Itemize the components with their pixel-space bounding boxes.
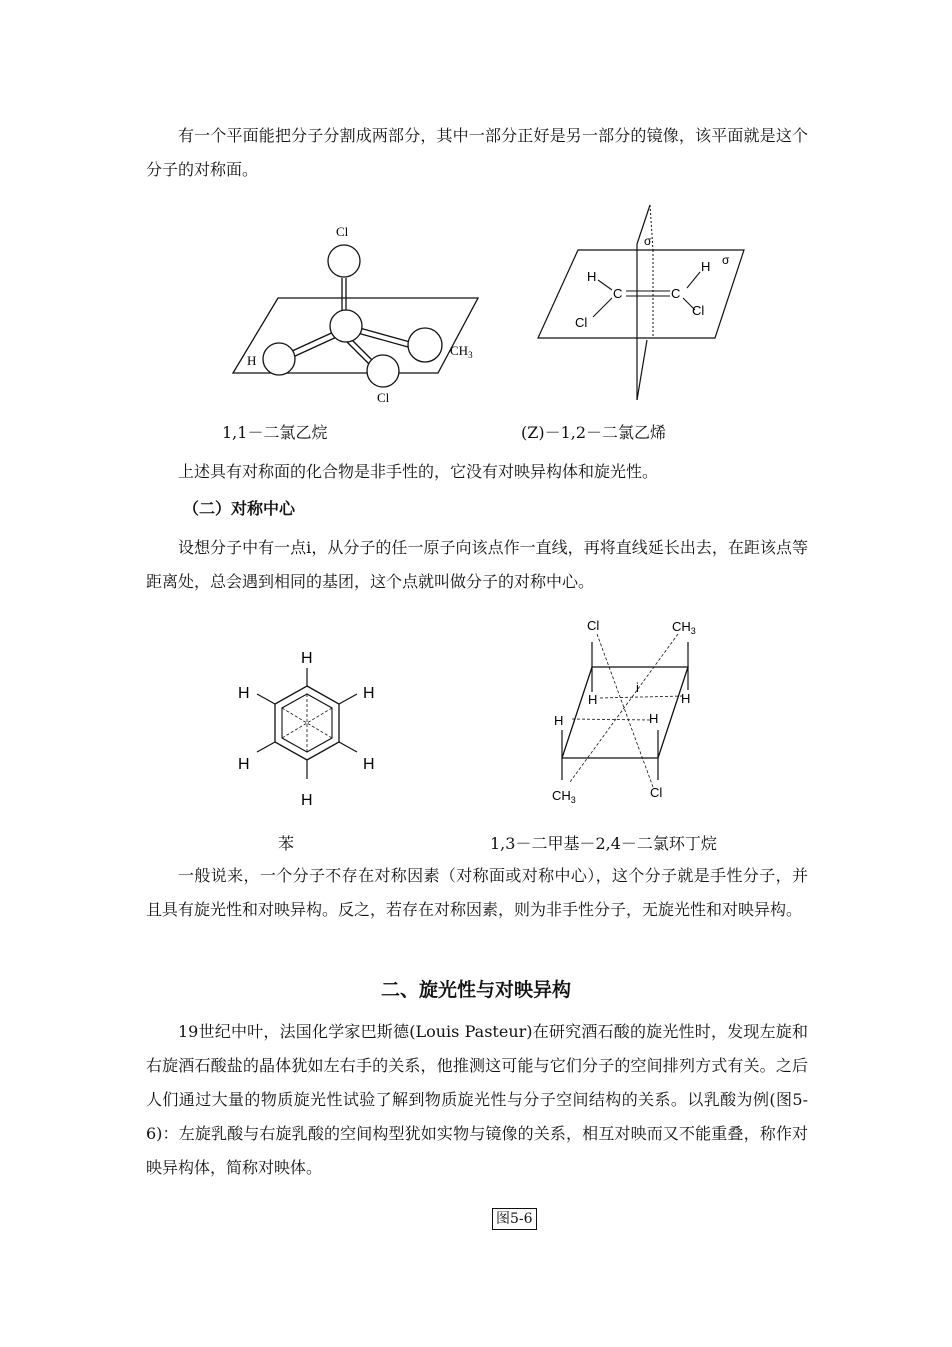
label-h-4: H xyxy=(649,711,659,726)
figure-dichloroethane xyxy=(220,210,490,410)
caption-dichloroethylene: (Z)－1,2－二氯乙烯 xyxy=(521,423,667,442)
label-h-bottom: H xyxy=(301,792,313,809)
label-sigma-vertical: σ xyxy=(644,234,652,248)
label-cl-top: Cl xyxy=(336,224,349,239)
label-ch3-top: $CH_3$ xyxy=(672,619,696,636)
figure-cyclobutane xyxy=(540,612,720,807)
caption-dichloroethane: 1,1－二氯乙烷 xyxy=(222,423,328,442)
label-h-top: H xyxy=(301,650,313,667)
label-cl-left: Cl xyxy=(575,315,588,330)
label-c-left: C xyxy=(613,286,623,301)
label-h-2: H xyxy=(681,691,691,706)
paragraph-chirality: 一般说来，一个分子不存在对称因素（对称面或对称中心），这个分子就是手性分子，并且具有旋光性和对映异构。反之，若存在对称因素，则为非手性分子，无旋光性和对映异构。 xyxy=(146,866,808,919)
label-cl-bottom: Cl xyxy=(377,390,390,405)
figure-reference: 图5-6 xyxy=(492,1208,537,1230)
label-h: H xyxy=(247,353,257,368)
label-h-3: H xyxy=(554,713,564,728)
label-c-right: C xyxy=(671,286,681,301)
figure-dichloroethylene xyxy=(530,200,760,405)
label-ch3: $CH_3$ xyxy=(450,343,473,360)
label-h-upper-left: H xyxy=(238,685,250,702)
label-sigma-horizontal: σ xyxy=(722,253,730,267)
figure-benzene xyxy=(230,638,390,813)
label-h-right: H xyxy=(701,259,711,274)
label-ch3-bottom: $CH_3$ xyxy=(552,788,576,805)
label-h-upper-right: H xyxy=(363,685,375,702)
label-h-lower-right: H xyxy=(363,756,375,773)
heading-symmetry-center: （二）对称中心 xyxy=(183,499,296,518)
paragraph-achiral: 上述具有对称面的化合物是非手性的，它没有对映异构体和旋光性。 xyxy=(178,462,659,481)
label-cl-right: Cl xyxy=(692,303,705,318)
paragraph-pasteur: 19世纪中叶，法国化学家巴斯德(Louis Pasteur)在研究酒石酸的旋光性时，发现左旋和右旋酒石酸盐的晶体犹如左右手的关系，他推测这可能与它们分子的空间排列方式有关。之后人们通过大量的物质旋光性试验了解到物质旋光性与分子空间结构的关系。以乳酸为例(图5-6)：左旋乳酸与右旋乳酸的空间构型犹如实物与镜像的关系，相互对映而又不能重叠，称作对映异构体，简称对映体。 xyxy=(146,1022,808,1177)
paragraph-symmetry-center: 设想分子中有一点i，从分子的任一原子向该点作一直线，再将直线延长出去，在距该点等距离处，总会遇到相同的基团，这个点就叫做分子的对称中心。 xyxy=(146,538,808,591)
label-h-1: H xyxy=(588,692,598,707)
paragraph-symmetry-plane: 有一个平面能把分子分割成两部分，其中一部分正好是另一部分的镜像，该平面就是这个分子的对称面。 xyxy=(146,126,808,179)
label-h-lower-left: H xyxy=(238,756,250,773)
label-cl-top: Cl xyxy=(587,618,600,633)
caption-benzene: 苯 xyxy=(278,834,295,853)
caption-cyclobutane: 1,3－二甲基－2,4－二氯环丁烷 xyxy=(490,834,717,853)
label-cl-bottom: Cl xyxy=(650,785,663,800)
section-title: 二、旋光性与对映异构 xyxy=(380,979,571,1001)
label-i: i xyxy=(636,680,639,695)
label-h-left: H xyxy=(587,269,597,284)
